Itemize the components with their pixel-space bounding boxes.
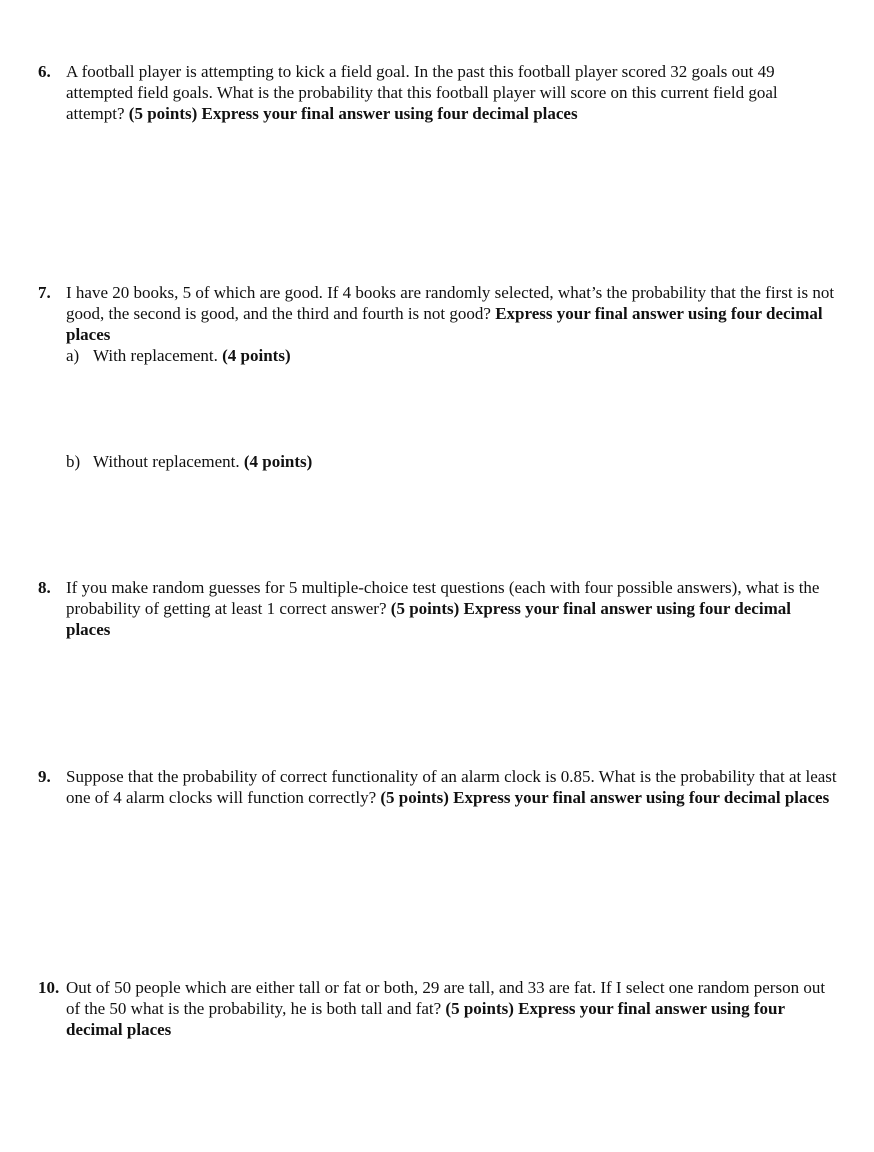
question-text: Suppose that the probability of correct functionality of an alarm clock is 0.85. What is the probability that at least one of 4 alarm clocks will function correctly? <box>66 767 837 807</box>
question-number: 8. <box>38 578 51 597</box>
question-8 <box>38 577 838 640</box>
question-10 <box>38 977 838 1040</box>
question-text: Out of 50 people which are either tall or fat or both, 29 are tall, and 33 are fat. If I select one random person out of the 50 what is the probability, he is both tall and fat? <box>66 978 826 1018</box>
part-points: (4 points) <box>222 346 291 365</box>
question-body <box>66 577 838 640</box>
part-letter: b) <box>66 452 81 471</box>
question-instructions: (5 points) Express your final answer using four decimal places <box>128 104 578 123</box>
part-text: With replacement. <box>93 346 218 365</box>
question-number: 9. <box>38 767 51 786</box>
question-instructions: Express your final answer using four decimal places <box>66 304 823 344</box>
question-number: 6. <box>38 62 51 81</box>
question-instructions: (5 points) Express your final answer using four decimal places <box>66 999 785 1039</box>
part-letter: a) <box>66 346 80 365</box>
question-7 <box>38 282 838 345</box>
part-points: (4 points) <box>243 452 313 471</box>
question-6 <box>38 61 838 124</box>
question-7-part-b <box>38 451 838 472</box>
question-instructions: (5 points) Express your final answer using four decimal places <box>66 599 791 639</box>
question-number: 10. <box>38 978 60 997</box>
question-text: If you make random guesses for 5 multiple-choice test questions (each with four possible answers), what is the probability of getting at least 1 correct answer? <box>66 578 820 618</box>
question-7-part-a <box>38 345 838 366</box>
question-number: 7. <box>38 283 51 302</box>
part-text: Without replacement. <box>93 452 240 471</box>
question-text: I have 20 books, 5 of which are good. If 4 books are randomly selected, what’s the probability that the first is not good, the second is good, and the third and fourth is not good? <box>66 283 835 323</box>
question-body <box>66 282 838 345</box>
question-body <box>66 766 838 808</box>
question-text: A football player is attempting to kick a field goal. In the past this football player scored 32 goals out 49 attempted field goals. What is the probability that this football player will score on this current field goal attempt? <box>66 62 778 123</box>
question-instructions: (5 points) Express your final answer using four decimal places <box>380 788 830 807</box>
question-body <box>66 977 838 1040</box>
question-body <box>66 61 838 124</box>
question-9 <box>38 766 838 808</box>
